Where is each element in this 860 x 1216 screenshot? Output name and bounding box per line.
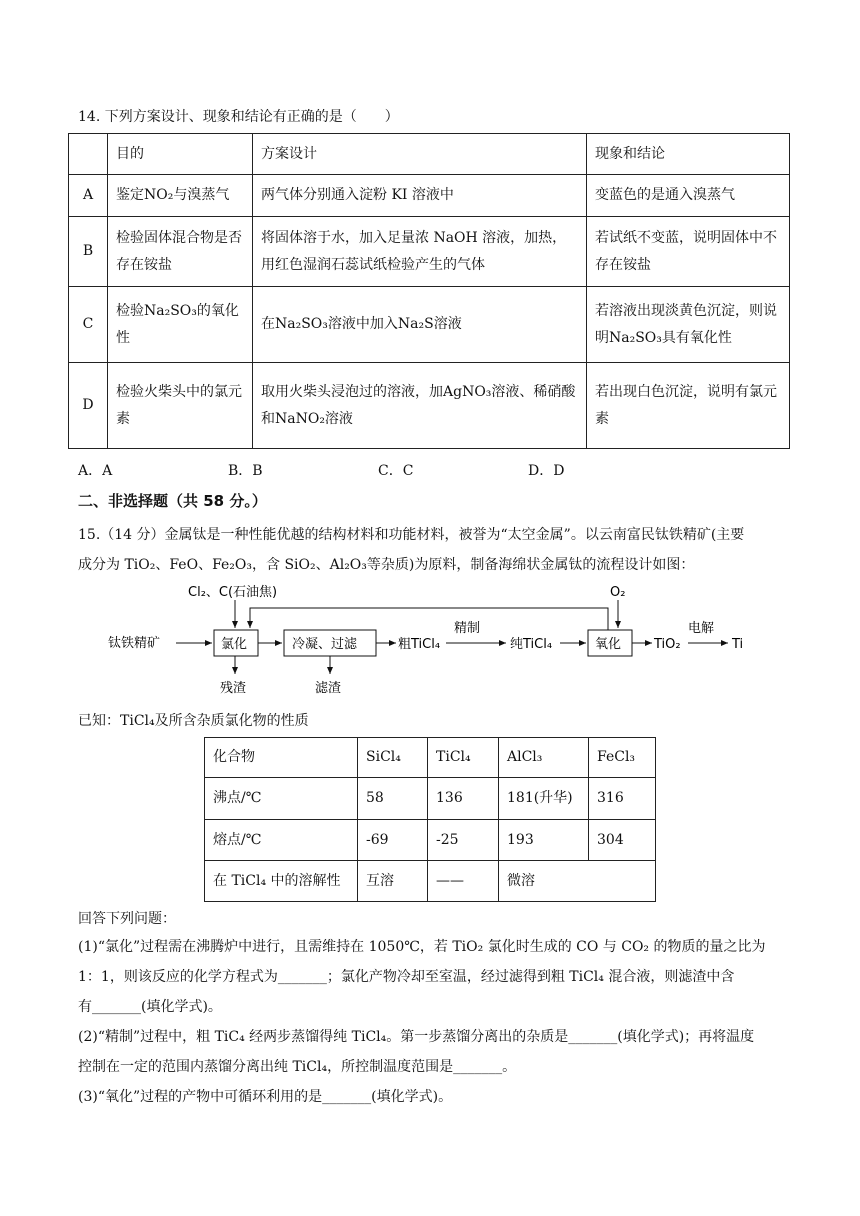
header-cell: 方案设计 [253, 134, 587, 175]
table-cell: -69 [358, 820, 428, 861]
purpose-cell: 检验固体混合物是否存在铵盐 [108, 217, 253, 287]
table-cell: 58 [358, 778, 428, 820]
part1-line3: 有_______(填化学式)。 [78, 999, 222, 1015]
purpose-cell: 检验Na₂SO₃的氧化性 [108, 287, 253, 363]
part3-line1: (3)“氧化”过程的产物中可循环利用的是_______(填化学式)。 [78, 1089, 453, 1105]
table-cell: 193 [499, 820, 589, 861]
result-cell: 若溶液出现淡黄色沉淀，则说明Na₂SO₃具有氧化性 [587, 287, 790, 363]
result-cell: 若试纸不变蓝，说明固体中不存在铵盐 [587, 217, 790, 287]
option-label: D [69, 363, 108, 449]
flow-step2-text: 冷凝、过滤 [292, 637, 358, 652]
flow-ti-text: Ti [732, 637, 744, 652]
table-row [69, 363, 790, 449]
table-cell: 熔点/℃ [205, 820, 358, 861]
design-cell: 两气体分别通入淀粉 KI 溶液中 [253, 175, 587, 217]
answer-intro: 回答下列问题： [78, 911, 176, 927]
q14-table [68, 133, 790, 449]
header-cell: SiCl₄ [358, 738, 428, 778]
option-label: A [69, 175, 108, 217]
option-b[interactable]: B．B [228, 463, 263, 479]
part2-line2: 控制在一定的范围内蒸馏分离出纯 TiCl₄，所控制温度范围是_______。 [78, 1059, 517, 1075]
table-row [205, 778, 656, 820]
part1-line2: 1：1，则该反应的化学方程式为_______；氯化产物冷却至室温，经过滤得到粗 TiCl₄ 混合液，则滤渣中含 [78, 969, 735, 985]
flow-refine-text: 精制 [454, 621, 481, 636]
properties-table [204, 737, 656, 902]
table-row [205, 820, 656, 861]
flow-crude-text: 粗TiCl₄ [398, 637, 441, 652]
table-cell: -25 [428, 820, 499, 861]
table-cell: 微溶 [499, 861, 656, 902]
design-cell: 将固体溶于水，加入足量浓 NaOH 溶液，加热，用红色湿润石蕊试纸检验产生的气体 [253, 217, 587, 287]
result-cell: 变蓝色的是通入溴蒸气 [587, 175, 790, 217]
purpose-cell: 检验火柴头中的氯元素 [108, 363, 253, 449]
header-cell [69, 134, 108, 175]
table-cell: 316 [589, 778, 656, 820]
result-cell: 若出现白色沉淀，说明有氯元素 [587, 363, 790, 449]
table-cell: 304 [589, 820, 656, 861]
header-cell: 现象和结论 [587, 134, 790, 175]
q15-intro-line1: 15.（14 分）金属钛是一种性能优越的结构材料和功能材料，被誉为“太空金属”。以云南富民钛铁精矿(主要 [78, 527, 745, 543]
header-cell: TiCl₄ [428, 738, 499, 778]
section-heading: 二、非选择题（共 58 分。） [78, 492, 267, 510]
design-cell: 在Na₂SO₃溶液中加入Na₂S溶液 [253, 287, 587, 363]
flow-electrolysis-text: 电解 [688, 621, 715, 636]
flow-pure-text: 纯TiCl₄ [510, 637, 553, 652]
option-c[interactable]: C．C [378, 463, 414, 479]
table-row [69, 217, 790, 287]
table-cell: 沸点/℃ [205, 778, 358, 820]
part2-line1: (2)“精制”过程中，粗 TiC₄ 经两步蒸馏得纯 TiCl₄。第一步蒸馏分离出的杂质是_______(填化学式)；再将温度 [78, 1029, 755, 1045]
flow-step1-text: 氯化 [221, 637, 248, 652]
known-caption: 已知：TiCl₄及所含杂质氯化物的性质 [78, 713, 309, 729]
header-cell: FeCl₃ [589, 738, 656, 778]
process-flow-diagram [108, 578, 758, 698]
table-row [205, 861, 656, 902]
flow-o2-text: O₂ [610, 585, 626, 600]
table-row [69, 287, 790, 363]
option-d[interactable]: D．D [528, 463, 565, 479]
flow-tio2-text: TiO₂ [654, 637, 681, 652]
table-header-row [69, 134, 790, 175]
table-row [69, 175, 790, 217]
flow-step3-text: 氧化 [595, 637, 622, 652]
part1-line1: (1)“氯化”过程需在沸腾炉中进行，且需维持在 1050℃，若 TiO₂ 氯化时生成的 CO 与 CO₂ 的物质的量之比为 [78, 939, 766, 955]
flow-residue-text: 残渣 [220, 681, 247, 696]
option-label: B [69, 217, 108, 287]
table-cell: 互溶 [358, 861, 428, 902]
table-header-row [205, 738, 656, 778]
flow-filter-residue-text: 滤渣 [315, 681, 342, 696]
option-label: C [69, 287, 108, 363]
flow-reagent1-text: Cl₂、C(石油焦) [188, 585, 278, 600]
flow-start-text: 钛铁精矿 [108, 636, 161, 651]
q14-stem: 14. 下列方案设计、现象和结论有正确的是（ ） [78, 109, 399, 125]
purpose-cell: 鉴定NO₂与溴蒸气 [108, 175, 253, 217]
header-cell: AlCl₃ [499, 738, 589, 778]
table-cell: —— [428, 861, 499, 902]
header-cell: 化合物 [205, 738, 358, 778]
table-cell: 136 [428, 778, 499, 820]
header-cell: 目的 [108, 134, 253, 175]
table-cell: 在 TiCl₄ 中的溶解性 [205, 861, 358, 902]
q15-intro-line2: 成分为 TiO₂、FeO、Fe₂O₃，含 SiO₂、Al₂O₃等杂质)为原料，制备海绵状金属钛的流程设计如图： [78, 557, 695, 573]
option-a[interactable]: A．A [78, 463, 113, 479]
flow-recycle-arrow [250, 608, 608, 630]
design-cell: 取用火柴头浸泡过的溶液，加AgNO₃溶液、稀硝酸和NaNO₂溶液 [253, 363, 587, 449]
table-cell: 181(升华) [499, 778, 589, 820]
